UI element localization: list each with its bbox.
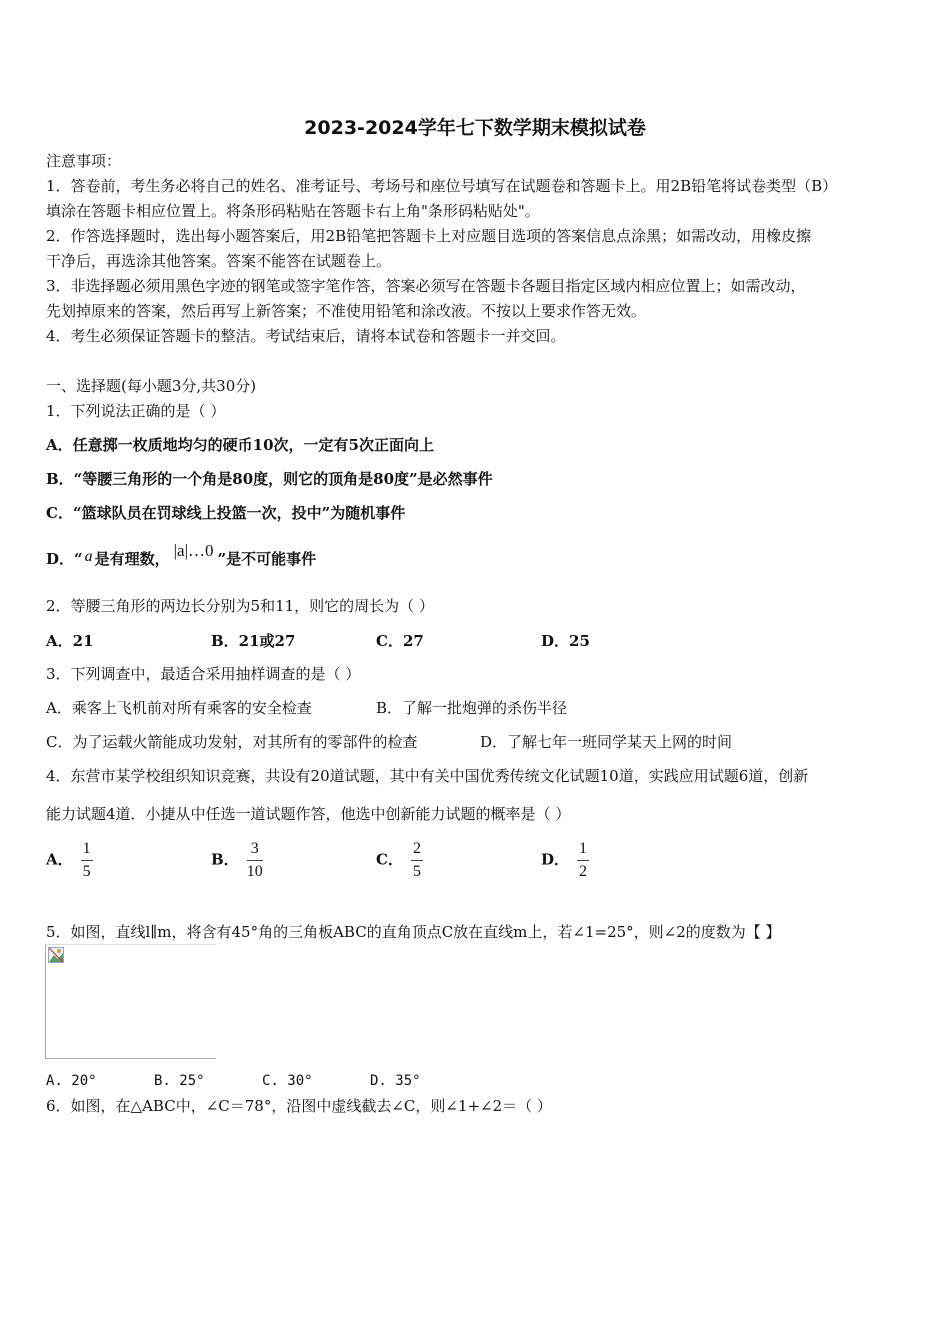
q1-d-variable: a (84, 548, 93, 565)
notice-line: 填涂在答题卡相应位置上。将条形码粘贴在答题卡右上角"条形码粘贴处"。 (46, 202, 540, 220)
fraction-numerator: 1 (81, 838, 93, 861)
q1-option-b: B．“等腰三角形的一个角是80度，则它的顶角是80度”是必然事件 (46, 470, 493, 488)
q6-stem: 6．如图，在△ABC中，∠C＝78°，沿图中虚线截去∠C，则∠1+∠2＝（ ） (46, 1097, 552, 1115)
q4-option-label: A． (46, 850, 73, 869)
q4-option-a (46, 838, 93, 883)
fraction-denominator: 10 (246, 863, 263, 880)
fraction-denominator: 5 (82, 863, 91, 880)
section-heading: 一、选择题(每小题3分,共30分) (46, 377, 257, 395)
q4-option-label: B． (211, 850, 239, 869)
fraction (247, 838, 263, 883)
q5-option-b: B. 25° (154, 1073, 205, 1089)
notice-line: 3．非选择题必须用黑色字迹的钢笔或签字笔作答，答案必须写在答题卡各题目指定区域内相应位置上；如需改动， (46, 277, 806, 295)
q4-option-b (211, 838, 263, 883)
q1-d-suffix: ”是不可能事件 (217, 550, 317, 568)
fraction (81, 838, 93, 883)
q3-option-b: B．了解一批炮弹的杀伤半径 (376, 699, 568, 717)
notice-line: 干净后，再选涂其他答案。答案不能答在试题卷上。 (46, 252, 392, 270)
fraction (411, 838, 423, 883)
q1-d-math: |a|…0 (173, 541, 214, 560)
q4-option-label: C． (376, 850, 403, 869)
notice-heading: 注意事项： (46, 152, 122, 170)
q2-stem: 2．等腰三角形的两边长分别为5和11，则它的周长为（ ） (46, 597, 434, 615)
q4-option-label: D． (541, 850, 570, 869)
q5-stem: 5．如图，直线l∥m，将含有45°角的三角板ABC的直角顶点C放在直线m上，若∠1=25°，则∠2的度数为【 】 (46, 923, 781, 941)
fraction (577, 838, 589, 883)
q4-option-d (541, 838, 589, 883)
q1-d-prefix: D．“ (46, 550, 83, 568)
q3-stem: 3．下列调查中，最适合采用抽样调查的是（ ） (46, 665, 361, 683)
q2-option-a: A．21 (46, 632, 94, 650)
page-title: 2023-2024学年七下数学期末模拟试卷 (304, 117, 646, 139)
fraction-numerator: 3 (247, 838, 263, 861)
broken-image-icon (48, 947, 64, 963)
q3-option-a: A．乘客上飞机前对所有乘客的安全检查 (46, 699, 312, 717)
notice-line: 4．考生必须保证答题卡的整洁。考试结束后，请将本试卷和答题卡一并交回。 (46, 327, 566, 345)
fraction-denominator: 5 (412, 863, 421, 880)
q4-stem-line1: 4．东营市某学校组织知识竞赛，共设有20道试题，其中有关中国优秀传统文化试题10道，实践应用试题6道，创新 (46, 767, 809, 785)
notice-line: 2．作答选择题时，选出每小题答案后，用2B铅笔把答题卡上对应题目选项的答案信息点涂黑；如需改动，用橡皮擦 (46, 227, 812, 245)
q1-option-a: A．任意掷一枚质地均匀的硬币10次，一定有5次正面向上 (46, 436, 434, 454)
q4-stem-line2: 能力试题4道．小捷从中任选一道试题作答，他选中创新能力试题的概率是（ ） (46, 805, 571, 823)
q5-figure-placeholder (45, 944, 216, 1059)
q2-option-d: D．25 (541, 632, 590, 650)
q5-option-c: C. 30° (262, 1073, 313, 1089)
q3-option-c: C．为了运载火箭能成功发射，对其所有的零部件的检查 (46, 733, 418, 751)
notice-line: 1．答卷前，考生务必将自己的姓名、准考证号、考场号和座位号填写在试题卷和答题卡上。用2B铅笔将试卷类型（B） (46, 177, 838, 195)
q5-option-d: D. 35° (370, 1073, 421, 1089)
fraction-numerator: 2 (411, 838, 423, 861)
q1-option-c: C．“篮球队员在罚球线上投篮一次，投中”为随机事件 (46, 504, 406, 522)
q1-stem: 1．下列说法正确的是（ ） (46, 402, 226, 420)
q5-option-a: A. 20° (46, 1073, 97, 1089)
q1-d-mid: 是有理数， (94, 550, 170, 568)
q2-option-c: C．27 (376, 632, 424, 650)
q2-option-b: B．21或27 (211, 632, 296, 650)
fraction-numerator: 1 (577, 838, 589, 861)
q1-option-d (46, 541, 317, 570)
fraction-denominator: 2 (579, 863, 588, 880)
notice-line: 先划掉原来的答案，然后再写上新答案；不准使用铅笔和涂改液。不按以上要求作答无效。 (46, 302, 647, 320)
q3-option-d: D．了解七年一班同学某天上网的时间 (480, 733, 733, 751)
q4-option-c (376, 838, 423, 883)
